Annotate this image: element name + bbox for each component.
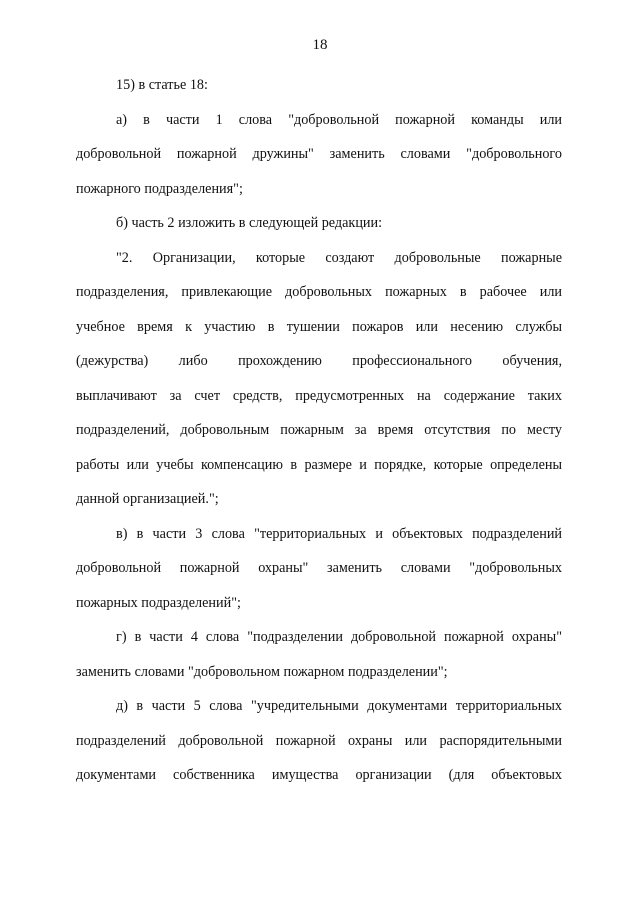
text-line: выплачивают за счет средств, предусмотренных на содержание таких	[76, 387, 562, 404]
paragraph-subitem-a	[76, 103, 562, 207]
text-line: (дежурства) либо прохождению профессионального обучения,	[76, 353, 562, 369]
text-line: добровольной пожарной охраны" заменить словами "добровольных	[76, 560, 562, 576]
text-line: б) часть 2 изложить в следующей редакции:	[116, 215, 383, 231]
text-line: документами собственника имущества организации (для объектовых	[76, 767, 562, 783]
paragraph-subitem-b	[76, 206, 562, 241]
paragraph-new-wording	[76, 241, 562, 517]
text-line: учебное время к участию в тушении пожаров или несению службы	[76, 318, 562, 335]
text-line: г) в части 4 слова "подразделении добровольной пожарной охраны"	[116, 629, 562, 645]
paragraph-subitem-g	[76, 620, 562, 689]
paragraph-subitem-v	[76, 517, 562, 621]
text-line: 15) в статье 18:	[116, 77, 208, 93]
paragraph-subitem-d	[76, 689, 562, 793]
paragraph-item-15	[76, 68, 562, 103]
document-body	[76, 68, 562, 793]
text-line: "2. Организации, которые создают добровольные пожарные	[116, 249, 562, 266]
text-line: добровольной пожарной дружины" заменить словами "добровольного	[76, 146, 562, 162]
text-line: пожарного подразделения";	[76, 180, 243, 197]
text-line: подразделения, привлекающие добровольных пожарных в рабочее или	[76, 284, 562, 300]
text-line: а) в части 1 слова "добровольной пожарной команды или	[116, 111, 562, 128]
text-line: пожарных подразделений";	[76, 594, 241, 611]
text-line: данной организацией.";	[76, 491, 219, 507]
text-line: подразделений, добровольным пожарным за время отсутствия по месту	[76, 422, 562, 438]
text-line: в) в части 3 слова "территориальных и объектовых подразделений	[116, 525, 562, 542]
text-line: работы или учебы компенсацию в размере и порядке, которые определены	[76, 456, 562, 473]
text-line: заменить словами "добровольном пожарном подразделении";	[76, 663, 448, 680]
page-number: 18	[312, 37, 328, 53]
text-line: подразделений добровольной пожарной охраны или распорядительными	[76, 732, 562, 749]
text-line: д) в части 5 слова "учредительными документами территориальных	[116, 698, 562, 714]
